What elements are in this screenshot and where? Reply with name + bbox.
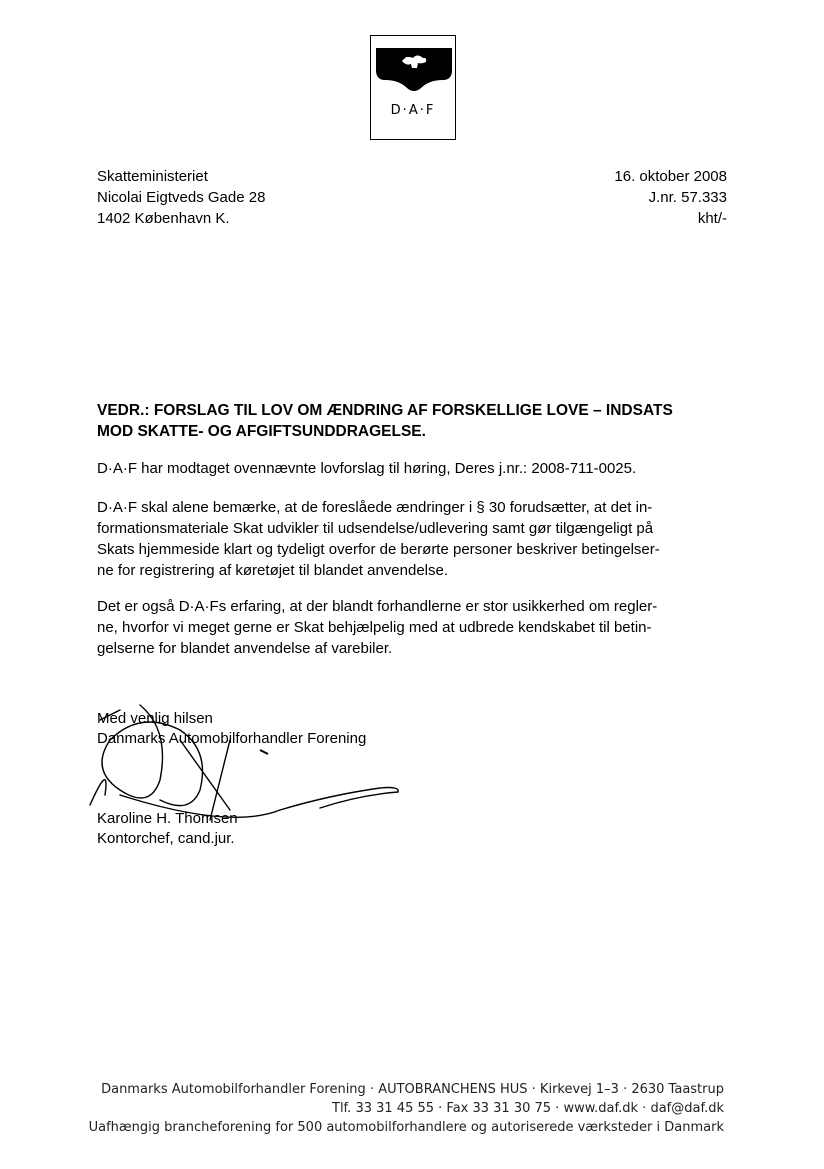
letter-date: 16. oktober 2008 [614,168,727,185]
subject-heading [97,400,737,442]
signatory-name: Karoline H. Thomsen [97,810,238,827]
signature-organization: Danmarks Automobilforhandler Forening [97,730,367,747]
letter-meta [614,166,727,229]
bird-crown-logo-icon [371,36,457,141]
recipient-name: Skatteministeriet [97,168,208,185]
paragraph-3-line-2: ne, hvorfor vi meget gerne er Skat behjælpelig med at udbrede kendskabet til betin- [97,619,652,636]
signatory-title: Kontorchef, cand.jur. [97,830,235,847]
logo-text: D·A·F [390,103,436,118]
paragraph-2-line-4: ne for registrering af køretøjet til blandet anvendelse. [97,562,449,579]
footer-contact: Tlf. 33 31 45 55 · Fax 33 31 30 75 · www.daf.dk · daf@daf.dk [332,1101,724,1116]
initials: kht/- [697,210,727,227]
paragraph-2-line-1: D·A·F skal alene bemærke, at de foreslåede ændringer i § 30 forudsætter, at det in- [97,499,653,516]
paragraph-2-line-2: formationsmateriale Skat udvikler til udsendelse/udlevering samt gør tilgængeligt på [97,520,654,537]
subject-line-1: VEDR.: FORSLAG TIL LOV OM ÆNDRING AF FORSKELLIGE LOVE – INDSATS [97,402,673,419]
recipient-street: Nicolai Eigtveds Gade 28 [97,189,266,206]
paragraph-3-line-3: gelserne for blandet anvendelse af varebiler. [97,640,393,657]
paragraph-3-line-1: Det er også D·A·Fs erfaring, at der blandt forhandlerne er stor usikkerhed om regler- [97,598,658,615]
body-paragraph-1 [97,458,737,479]
daf-logo [370,35,456,140]
recipient-address [97,166,265,229]
body-paragraph-3 [97,596,737,659]
paragraph-2-line-3: Skats hjemmeside klart og tydeligt overfor de berørte personer beskriver betingelser- [97,541,660,558]
letter-footer [60,1080,724,1137]
footer-description: Uafhængig brancheforening for 500 automobilforhandlere og autoriserede værksteder i Danmark [88,1120,724,1135]
body-paragraph-2 [97,497,737,581]
subject-line-2: MOD SKATTE- OG AFGIFTSUNDDRAGELSE. [97,423,426,440]
footer-address: Danmarks Automobilforhandler Forening · AUTOBRANCHENS HUS · Kirkevej 1–3 · 2630 Taastrup [101,1082,724,1097]
journal-number: J.nr. 57.333 [648,189,727,206]
signatory-block [97,809,238,849]
paragraph-1-line: D·A·F har modtaget ovennævnte lovforslag til høring, Deres j.nr.: 2008-711-0025. [97,460,637,477]
recipient-city: 1402 København K. [97,210,230,227]
closing-greeting: Med venlig hilsen [97,710,213,727]
